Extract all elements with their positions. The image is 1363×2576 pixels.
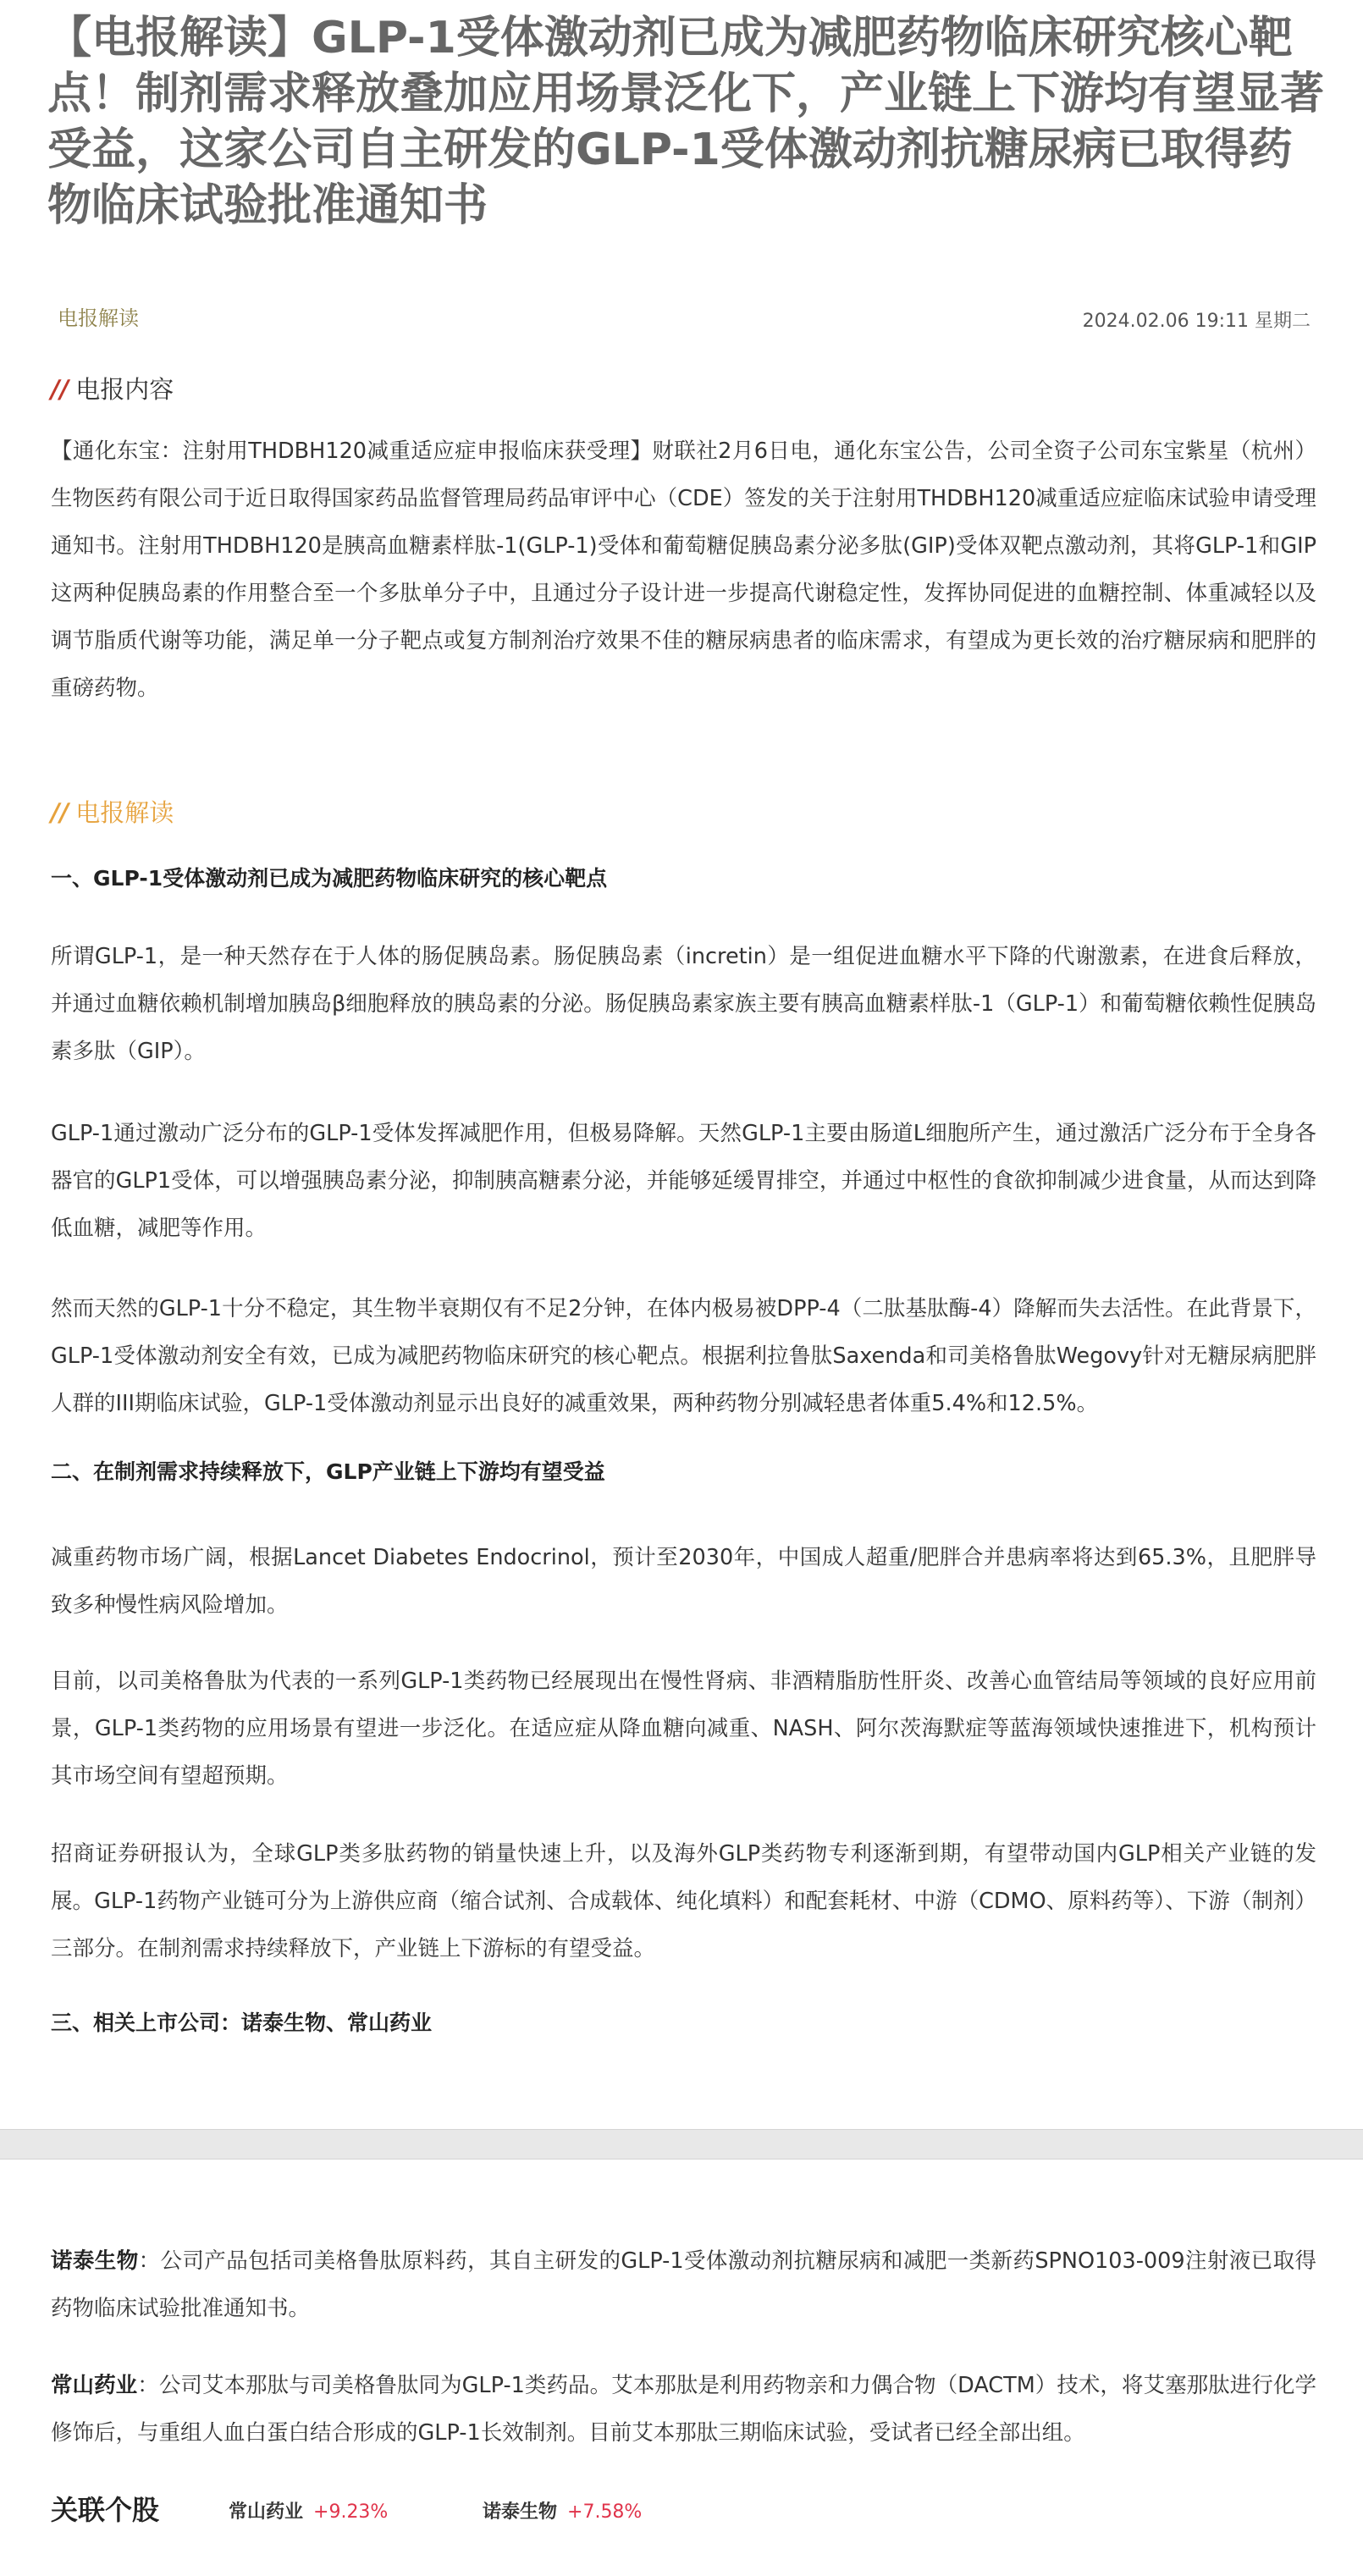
- section-heading-label: 电报内容: [75, 375, 174, 404]
- section-heading-label: 电报解读: [75, 798, 174, 827]
- analysis-paragraph: 目前，以司美格鲁肽为代表的一系列GLP-1类药物已经展现出在慢性肾病、非酒精脂肪性肝炎、改善心血管结局等领域的良好应用前景，GLP-1类药物的应用场景有望进一步泛化。在适应症从降血糖向减重、NASH、阿尔茨海默症等蓝海领域快速推进下，机构预计其市场空间有望超预期。: [51, 1669, 1316, 1789]
- company-paragraph: [51, 2362, 1316, 2457]
- category-tag[interactable]: 电报解读: [58, 306, 139, 330]
- stock-change: +9.23%: [313, 2502, 389, 2523]
- stock-name: 常山药业: [229, 2502, 304, 2523]
- analysis-paragraph: 然而天然的GLP-1十分不稳定，其生物半衰期仅有不足2分钟，在体内极易被DPP-4（二肽基肽酶-4）降解而失去活性。在此背景下，GLP-1受体激动剂安全有效，已成为减肥药物临床研究的核心靶点。根据利拉鲁肽Saxenda和司美格鲁肽Wegovy针对无糖尿病肥胖人群的III期临床试验，GLP-1受体激动剂显示出良好的减重效果，两种药物分别减轻患者体重5.4%和12.5%。: [51, 1296, 1316, 1416]
- stock-name: 诺泰生物: [483, 2502, 558, 2523]
- publish-time: 2024.02.06 19:11 星期二: [1082, 311, 1311, 332]
- stock-link[interactable]: [483, 2497, 642, 2524]
- analysis-heading-2: 二、在制剂需求持续释放下，GLP产业链上下游均有望受益: [51, 1459, 605, 1484]
- company-name: 常山药业: [51, 2373, 138, 2398]
- analysis-paragraph: 减重药物市场广阔，根据Lancet Diabetes Endocrinol，预计至2030年，中国成人超重/肥胖合并患病率将达到65.3%，且肥胖导致多种慢性病风险增加。: [51, 1545, 1316, 1618]
- analysis-heading-3: 三、相关上市公司：诺泰生物、常山药业: [51, 2011, 433, 2035]
- double-slash-icon: //: [51, 375, 69, 404]
- double-slash-icon: //: [51, 798, 69, 827]
- related-stocks: [51, 2489, 1304, 2531]
- analysis-heading-1: 一、GLP-1受体激动剂已成为减肥药物临床研究的核心靶点: [51, 866, 608, 891]
- company-description: 公司艾本那肽与司美格鲁肽同为GLP-1类药品。艾本那肽是利用药物亲和力偶合物（DACTM）技术，将艾塞那肽进行化学修饰后，与重组人血白蛋白结合形成的GLP-1长效制剂。目前艾本那肽三期临床试验，受试者已经全部出组。: [51, 2373, 1316, 2446]
- article-title: 【电报解读】GLP-1受体激动剂已成为减肥药物临床研究核心靶点！制剂需求释放叠加应用场景泛化下，产业链上下游均有望显著受益，这家公司自主研发的GLP-1受体激动剂抗糖尿病已取得药物临床试验批准通知书: [47, 13, 1325, 231]
- company-separator: ：: [138, 2248, 161, 2274]
- related-stocks-title: 关联个股: [51, 2494, 160, 2526]
- company-paragraph: [51, 2237, 1316, 2332]
- analysis-paragraph: GLP-1通过激动广泛分布的GLP-1受体发挥减肥作用，但极易降解。天然GLP-1主要由肠道L细胞所产生，通过激活广泛分布于全身各器官的GLP1受体，可以增强胰岛素分泌，抑制胰高糖素分泌，并能够延缓胃排空，并通过中枢性的食欲抑制减少进食量，从而达到降低血糖，减肥等作用。: [51, 1121, 1316, 1241]
- telegraph-content: 【通化东宝：注射用THDBH120减重适应症申报临床获受理】财联社2月6日电，通化东宝公告，公司全资子公司东宝紫星（杭州）生物医药有限公司于近日取得国家药品监督管理局药品审评中心（CDE）签发的关于注射用THDBH120减重适应症临床试验申请受理通知书。注射用THDBH120是胰高血糖素样肽-1(GLP-1)受体和葡萄糖促胰岛素分泌多肽(GIP)受体双靶点激动剂，其将GLP-1和GIP这两种促胰岛素的作用整合至一个多肽单分子中，且通过分子设计进一步提高代谢稳定性，发挥协同促进的血糖控制、体重减轻以及调节脂质代谢等功能，满足单一分子靶点或复方制剂治疗效果不佳的糖尿病患者的临床需求，有望成为更长效的治疗糖尿病和肥胖的重磅药物。: [51, 439, 1316, 701]
- section-heading-content: [51, 372, 174, 406]
- stock-link[interactable]: [229, 2497, 388, 2524]
- article-meta: [58, 301, 1311, 332]
- analysis-paragraph: 所谓GLP-1，是一种天然存在于人体的肠促胰岛素。肠促胰岛素（incretin）是一组促进血糖水平下降的代谢激素，在进食后释放，并通过血糖依赖机制增加胰岛β细胞释放的胰岛素的分泌。肠促胰岛素家族主要有胰高血糖素样肽-1（GLP-1）和葡萄糖依赖性促胰岛素多肽（GIP）。: [51, 944, 1316, 1064]
- company-name: 诺泰生物: [51, 2248, 139, 2274]
- stock-change: +7.58%: [567, 2502, 643, 2523]
- section-heading-analysis: [51, 796, 174, 830]
- section-divider: [0, 2129, 1363, 2160]
- analysis-paragraph: 招商证券研报认为，全球GLP类多肽药物的销量快速上升，以及海外GLP类药物专利逐渐到期，有望带动国内GLP相关产业链的发展。GLP-1药物产业链可分为上游供应商（缩合试剂、合成载体、纯化填料）和配套耗材、中游（CDMO、原料药等）、下游（制剂）三部分。在制剂需求持续释放下，产业链上下游标的有望受益。: [51, 1841, 1316, 1961]
- company-description: 公司产品包括司美格鲁肽原料药，其自主研发的GLP-1受体激动剂抗糖尿病和减肥一类新药SPNO103-009注射液已取得药物临床试验批准通知书。: [51, 2248, 1316, 2321]
- company-separator: ：: [137, 2373, 159, 2398]
